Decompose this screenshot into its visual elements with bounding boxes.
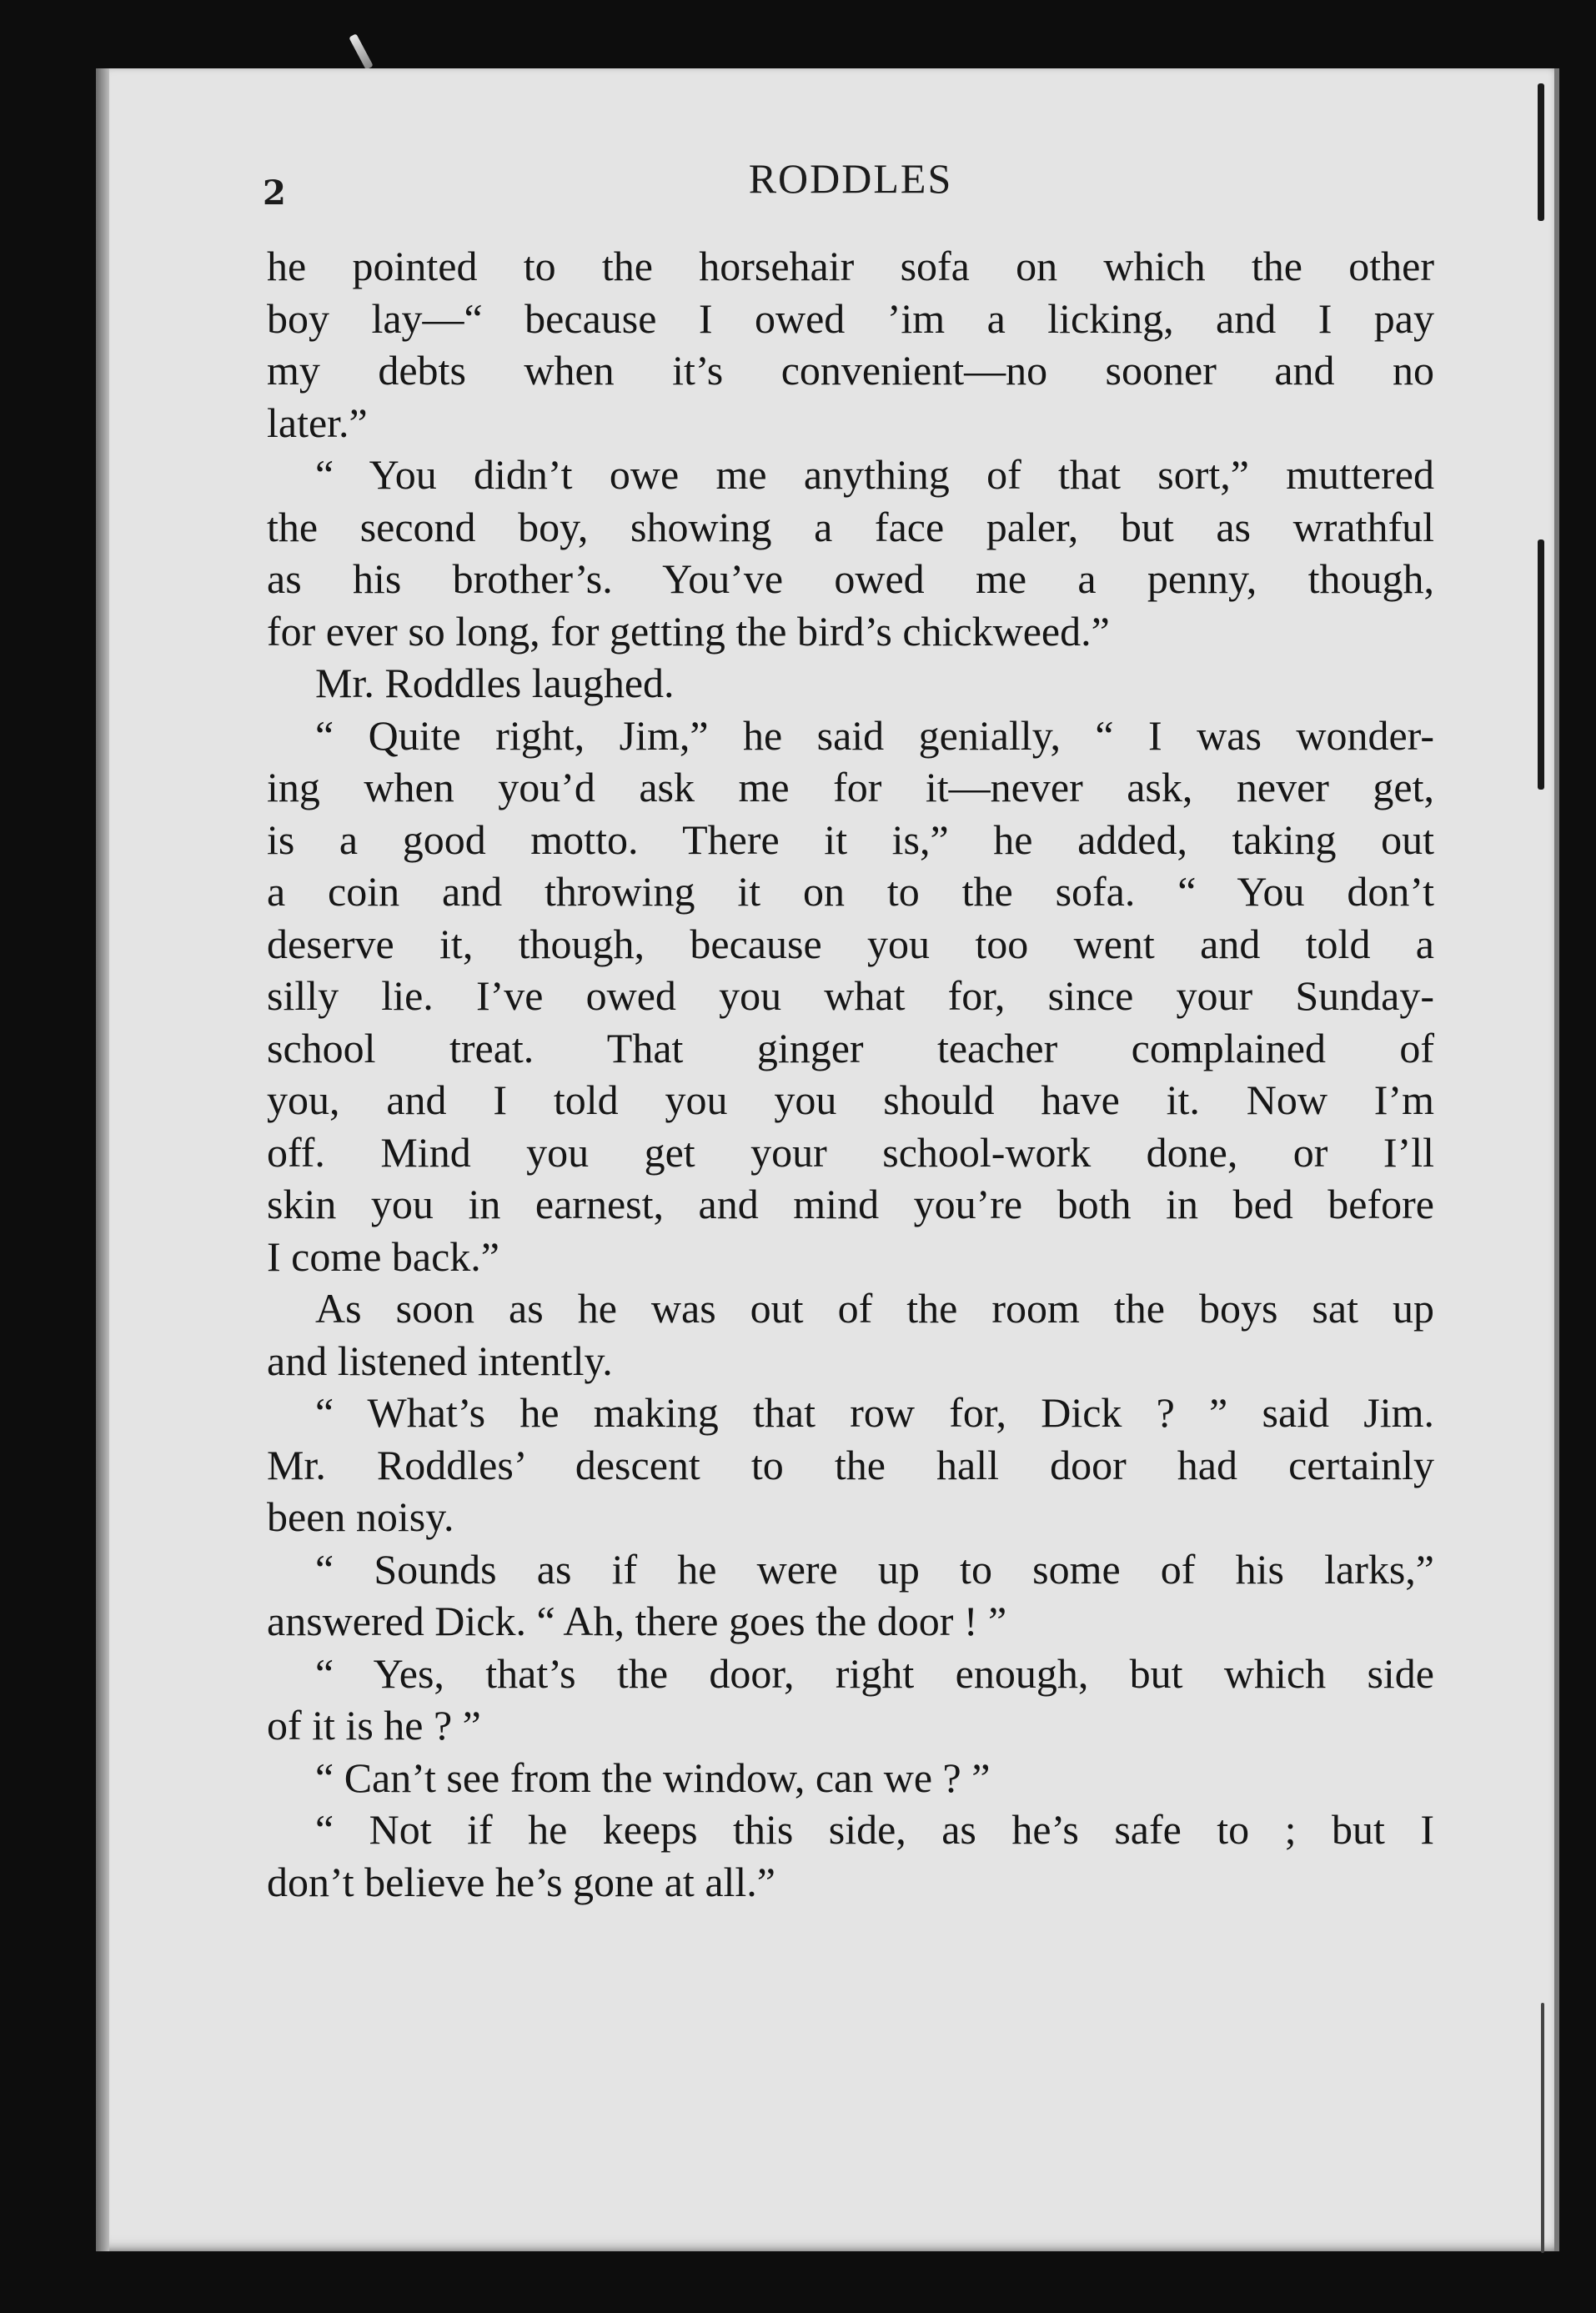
text-line: deserve it, though, because you too went and told a [267, 920, 1434, 967]
scan-artifact [349, 33, 373, 70]
text-line: don’t believe he’s gone at all.” [267, 1858, 775, 1905]
text-line: my debts when it’s convenient—no sooner and no [267, 347, 1434, 394]
text-line: boy lay—“ because I owed ’im a licking, and I pay [267, 294, 1434, 342]
text-line: skin you in earnest, and mind you’re both in bed before [267, 1181, 1434, 1227]
text-line: Mr. Roddles’ descent to the hall door had certainly [267, 1441, 1434, 1488]
text-line: answered Dick. “ Ah, there goes the door ! ” [267, 1598, 1007, 1644]
page-right-edge [1554, 68, 1559, 2251]
text-line: later.” [267, 399, 368, 446]
text-line: “ You didn’t owe me anything of that sort,” muttered [315, 451, 1434, 498]
text-line: been noisy. [267, 1493, 454, 1540]
body-text [267, 240, 1434, 1908]
text-line: “ Not if he keeps this side, as he’s safe to ; but I [315, 1806, 1434, 1853]
text-line: you, and I told you you should have it. Now I’m [267, 1076, 1434, 1123]
text-line: a coin and throwing it on to the sofa. “ You don’t [267, 868, 1434, 915]
text-line: As soon as he was out of the room the boys sat up [315, 1285, 1434, 1332]
text-line: for ever so long, for getting the bird’s chickweed.” [267, 607, 1110, 655]
text-line: I come back.” [267, 1232, 500, 1280]
text-line: “ What’s he making that row for, Dick ? ” said Jim. [315, 1389, 1434, 1436]
text-line: he pointed to the horsehair sofa on which the other [267, 243, 1434, 289]
binding-mark-top [1538, 83, 1544, 221]
text-line: “ Quite right, Jim,” he said genially, “ I was wonder- [315, 711, 1434, 759]
text-line: “ Sounds as if he were up to some of his larks,” [315, 1545, 1434, 1593]
binding-mark-bottom [1541, 2003, 1544, 2253]
page-number: 2 [263, 173, 286, 213]
binding-mark-middle [1538, 539, 1544, 790]
text-line: off. Mind you get your school-work done, or I’ll [267, 1128, 1434, 1176]
text-line: is a good motto. There it is,” he added, taking out [267, 815, 1434, 863]
text-line: school treat. That ginger teacher complained of [267, 1024, 1434, 1071]
text-line: “ Can’t see from the window, can we ? ” [315, 1754, 991, 1801]
text-line: ing when you’d ask me for it—never ask, never get, [267, 764, 1434, 810]
text-line: silly lie. I’ve owed you what for, since your Sunday- [267, 972, 1434, 1019]
text-line: the second boy, showing a face paler, but as wrathful [267, 503, 1434, 550]
text-line: “ Yes, that’s the door, right enough, but which side [315, 1649, 1434, 1697]
text-line: as his brother’s. You’ve owed me a penny, though, [267, 555, 1434, 602]
running-head: RODDLES [748, 155, 953, 202]
text-line: and listened intently. [267, 1337, 613, 1384]
page-left-edge [96, 68, 109, 2251]
text-line: of it is he ? ” [267, 1702, 481, 1749]
text-line: Mr. Roddles laughed. [315, 660, 675, 706]
